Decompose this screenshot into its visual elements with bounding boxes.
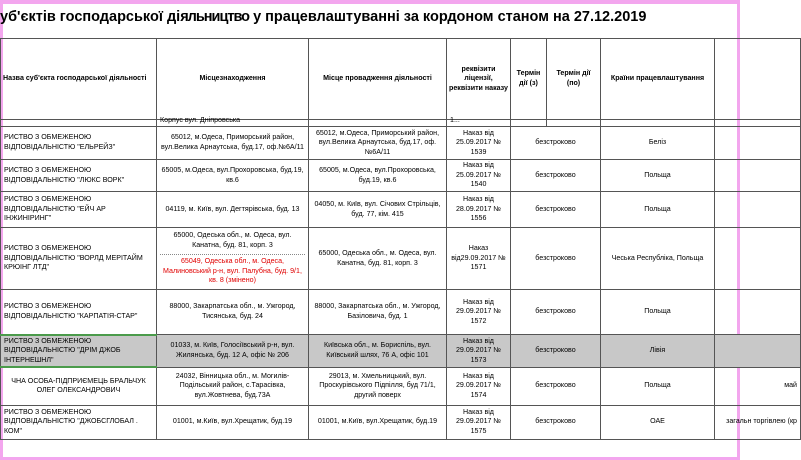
company-name: РИСТВО З ОБМЕЖЕНОЮ ВІДПОВІДАЛЬНІСТЮ "ЕЛЬРЕЙЗ" — [1, 127, 157, 160]
company-name: РИСТВО З ОБМЕЖЕНОЮ ВІДПОВІДАЛЬНІСТЮ "ВОРЛД МЕРІТАЙМ КРЮІНГ ЛТД" — [1, 228, 157, 290]
activity-place: 01001, м.Київ, вул.Хрещатик, буд.19 — [309, 405, 447, 439]
term: безстроково — [511, 127, 601, 160]
table-row-cut: Корпус вул. Дніпровська 1... — [1, 120, 801, 127]
company-name: РИСТВО З ОБМЕЖЕНОЮ ВІДПОВІДАЛЬНІСТЮ "ДРІМ ДЖОБ ІНТЕРНЕШНЛ" — [1, 335, 157, 368]
license-details: Наказ від 29.09.2017 № 1574 — [447, 367, 511, 405]
company-location: 88000, Закарпатська обл., м. Ужгород, Тисянська, буд. 24 — [157, 290, 309, 335]
countries: Польща — [601, 160, 715, 192]
license-details: Наказ від29.09.2017 № 1571 — [447, 228, 511, 290]
company-location: 04119, м. Київ, вул. Дегтярівська, буд. 13 — [157, 192, 309, 228]
changed-location: 65049, Одеська обл., м. Одеса, Малиновський р-н, вул. Палубна, буд. 9/1, кв. 8 (змінено) — [163, 257, 302, 285]
table-row — [1, 192, 801, 228]
countries: Польща — [601, 192, 715, 228]
activity-place: Київська обл., м. Бориспіль, вул. Київський шлях, 76 А, офіс 101 — [309, 335, 447, 368]
header-location: Місцезнаходження — [157, 39, 309, 120]
company-name: ЧНА ОСОБА-ПІДПРИЄМЕЦЬ БРАЛЬЧУК ОЛЕГ ОЛЕКСАНДРОВИЧ — [1, 367, 157, 405]
countries: Чеська Республіка, Польща — [601, 228, 715, 290]
page-title: уб'єктів господарської діяльництво у працевлаштуванні за кордоном станом на 27.12.2019 — [0, 9, 647, 25]
company-name: РИСТВО З ОБМЕЖЕНОЮ ВІДПОВІДАЛЬНІСТЮ "ЕЙЧ АР ІНЖИНІРИНГ" — [1, 192, 157, 228]
activity-place: 04050, м. Київ, вул. Січових Стрільців, буд. 77, кім. 415 — [309, 192, 447, 228]
extra-note: май — [715, 367, 801, 405]
countries: Беліз — [601, 127, 715, 160]
term: безстроково — [511, 160, 601, 192]
extra-note: загальн торгівлею (кр — [715, 405, 801, 439]
license-details: Наказ від 29.09.2017 № 1572 — [447, 290, 511, 335]
license-details: Наказ від 25.09.2017 № 1540 — [447, 160, 511, 192]
header-activity-place: Місце провадження діяльності — [309, 39, 447, 120]
table-row — [1, 228, 801, 290]
header-name: Назва суб'єкта господарської діяльності — [1, 39, 157, 120]
table-row — [1, 367, 801, 405]
countries: Лівія — [601, 335, 715, 368]
countries: ОАЕ — [601, 405, 715, 439]
license-details: Наказ від 25.09.2017 № 1539 — [447, 127, 511, 160]
countries: Польща — [601, 367, 715, 405]
term: безстроково — [511, 405, 601, 439]
license-details: Наказ від 29.09.2017 № 1573 — [447, 335, 511, 368]
table-row — [1, 290, 801, 335]
activity-place: 88000, Закарпатська обл., м. Ужгород, Базіловича, буд. 1 — [309, 290, 447, 335]
company-name: РИСТВО З ОБМЕЖЕНОЮ ВІДПОВІДАЛЬНІСТЮ "КАРПАТІЯ-СТАР" — [1, 290, 157, 335]
term: безстроково — [511, 335, 601, 368]
header-extra — [715, 39, 801, 120]
activity-place: 29013, м. Хмельницький, вул. Проскурівського Підпілля, буд 71/1, другий поверх — [309, 367, 447, 405]
term: безстроково — [511, 290, 601, 335]
countries: Польща — [601, 290, 715, 335]
table-row — [1, 160, 801, 192]
term: безстроково — [511, 228, 601, 290]
header-term-to: Термін дії (по) — [547, 39, 601, 120]
table-row — [1, 127, 801, 160]
company-location: 01033, м. Київ, Голосіївський р-н, вул. Жилянська, буд. 12 А, офіс № 206 — [157, 335, 309, 368]
term: безстроково — [511, 192, 601, 228]
activity-place: 65005, м.Одеса, вул.Прохоровська, буд.19, кв.6 — [309, 160, 447, 192]
activity-place: 65000, Одеська обл., м. Одеса, вул. Канатна, буд. 81, корп. 3 — [309, 228, 447, 290]
table-row-highlighted — [1, 335, 801, 368]
company-name: РИСТВО З ОБМЕЖЕНОЮ ВІДПОВІДАЛЬНІСТЮ "ЛЮКС ВОРК" — [1, 160, 157, 192]
company-location: 65012, м.Одеса, Приморський район, вул.Велика Арнаутська, буд.17, оф.№6А/11 — [157, 127, 309, 160]
company-location: 24032, Вінницька обл., м. Могилів-Подільський район, с.Тарасівка, вул.Жовтнева, буд.73А — [157, 367, 309, 405]
header-license: реквізити ліцензії, реквізити наказу — [447, 39, 511, 120]
activity-place: 65012, м.Одеса, Приморський район, вул.Велика Арнаутська, буд.17, оф.№6А/11 — [309, 127, 447, 160]
licenses-table — [0, 38, 801, 440]
table-row — [1, 405, 801, 439]
header-countries: Країни працевлаштування — [601, 39, 715, 120]
company-location: 65000, Одеська обл., м. Одеса, вул. Канатна, буд. 81, корп. 3 65049, Одеська обл., м. Одеса, Малиновський р-н, вул. Палубна, буд. 9/1, кв. 8 (змінено) — [157, 228, 309, 290]
license-details: Наказ від 29.09.2017 № 1575 — [447, 405, 511, 439]
company-location: 01001, м.Київ, вул.Хрещатик, буд.19 — [157, 405, 309, 439]
term: безстроково — [511, 367, 601, 405]
table-header-row — [1, 39, 801, 120]
company-name: РИСТВО З ОБМЕЖЕНОЮ ВІДПОВІДАЛЬНІСТЮ "ДЖОБСГЛОБАЛ . КОМ" — [1, 405, 157, 439]
header-term-from: Термін дії (з) — [511, 39, 547, 120]
license-details: Наказ від 28.09.2017 № 1556 — [447, 192, 511, 228]
company-location: 65005, м.Одеса, вул.Прохоровська, буд.19, кв.6 — [157, 160, 309, 192]
